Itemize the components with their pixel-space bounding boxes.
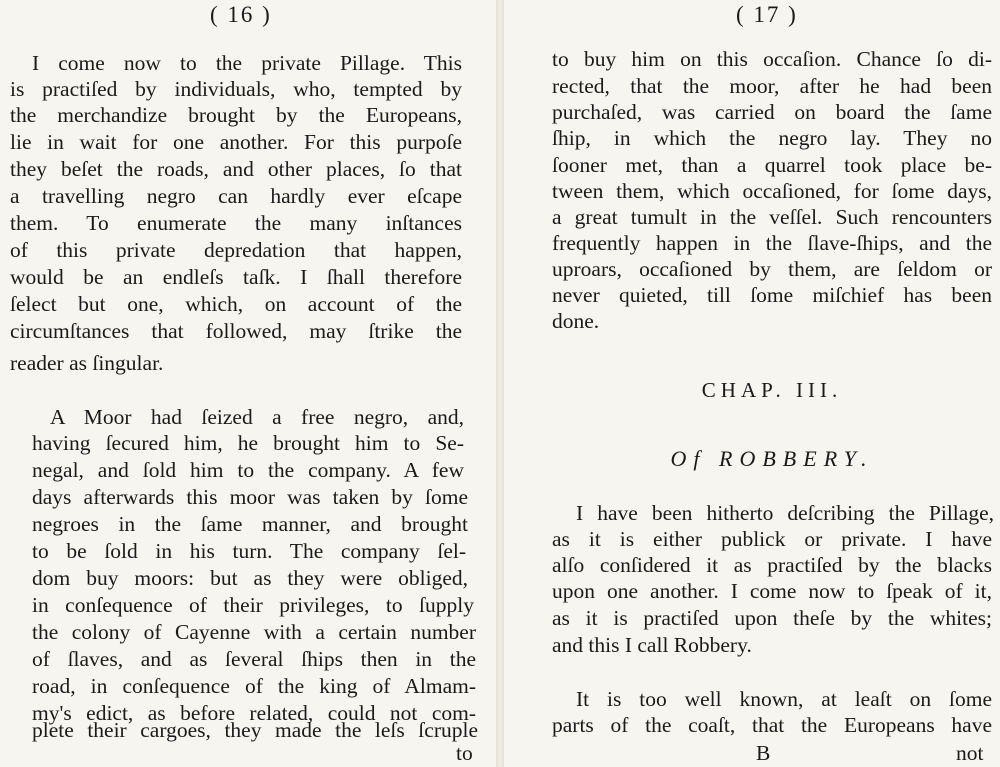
text-line: of ſlaves, and as ſeveral ſhips then in the bbox=[32, 647, 476, 671]
text-line: never quieted, till ſome miſchief has been bbox=[552, 283, 992, 307]
text-line: and this I call Robbery. bbox=[552, 633, 752, 657]
text-line: reader as ſingular. bbox=[10, 351, 164, 375]
text-line: ſooner met, than a quarrel took place be- bbox=[552, 153, 992, 177]
text-line: is practiſed by individuals, who, tempted by bbox=[10, 77, 462, 101]
page-number-left: ( 16 ) bbox=[210, 2, 272, 27]
text-line: as it is either publick or private. I have bbox=[552, 527, 992, 551]
text-line: road, in conſequence of the king of Almam- bbox=[32, 674, 476, 698]
text-line: having ſecured him, he brought him to Se- bbox=[32, 431, 464, 455]
text-line: dom buy moors: but as they were obliged, bbox=[32, 566, 468, 590]
catchword-left: to bbox=[456, 741, 473, 765]
text-line: of this private depredation that happen, bbox=[10, 238, 462, 262]
text-line: done. bbox=[552, 309, 600, 333]
signature-mark: B bbox=[756, 741, 771, 765]
text-line: circumſtances that followed, may ſtrike the bbox=[10, 319, 462, 343]
left-page bbox=[0, 0, 496, 767]
text-line: I come now to the private Pillage. This bbox=[32, 51, 462, 75]
text-line: days afterwards this moor was taken by ſome bbox=[32, 485, 468, 509]
text-line: parts of the coaſt, that the Europeans have bbox=[552, 713, 992, 737]
text-line: purchaſed, was carried on board the ſame bbox=[552, 100, 992, 124]
text-line: my's edict, as before related, could not com- bbox=[32, 701, 476, 725]
text-line: upon one another. I come now to ſpeak of it, bbox=[552, 579, 992, 603]
text-line: ſhip, in which the negro lay. They no bbox=[552, 126, 992, 150]
text-line: It is too well known, at leaſt on ſome bbox=[576, 687, 992, 711]
text-line: a great tumult in the veſſel. Such rencounters bbox=[552, 205, 992, 229]
text-line: frequently happen in the ſlave-ſhips, and the bbox=[552, 231, 992, 255]
text-line: a travelling negro can hardly ever eſcape bbox=[10, 184, 462, 208]
text-line: tween them, which occaſioned, for ſome days, bbox=[552, 179, 992, 203]
text-line: uproars, occaſioned by them, are ſeldom or bbox=[552, 257, 992, 281]
right-page bbox=[504, 0, 1000, 767]
text-line: ſelect but one, which, on account of the bbox=[10, 292, 462, 316]
book-gutter bbox=[496, 0, 504, 767]
catchword-right: not bbox=[956, 741, 984, 765]
text-line: negroes in the ſame manner, and brought bbox=[32, 512, 468, 536]
text-line: to buy him on this occaſion. Chance ſo di- bbox=[552, 47, 992, 71]
text-line: the merchandize brought by the Europeans, bbox=[10, 103, 462, 127]
text-line: in conſequence of their privileges, to ſupply bbox=[32, 593, 474, 617]
text-line: them. To enumerate the many inſtances bbox=[10, 211, 462, 235]
text-line: lie in wait for one another. For this purpoſe bbox=[10, 130, 462, 154]
text-line: plete their cargoes, they made the leſs ſcruple bbox=[32, 718, 478, 742]
text-line: as it is practiſed upon theſe by the whites; bbox=[552, 606, 992, 630]
text-line: A Moor had ſeized a free negro, and, bbox=[50, 405, 464, 429]
text-line: the colony of Cayenne with a certain number bbox=[32, 620, 476, 644]
text-line: alſo conſidered it as practiſed by the blacks bbox=[552, 553, 992, 577]
chapter-heading: CHAP. III. bbox=[701, 378, 843, 402]
text-line: I have been hitherto deſcribing the Pillage, bbox=[576, 501, 994, 525]
text-line: would be an endleſs taſk. I ſhall therefore bbox=[10, 265, 462, 289]
text-line: to be ſold in his turn. The company ſel- bbox=[32, 539, 466, 563]
text-line: they beſet the roads, and other places, ſo that bbox=[10, 157, 462, 181]
page-number-right: ( 17 ) bbox=[736, 2, 798, 27]
chapter-title: Of ROBBERY. bbox=[670, 446, 874, 471]
text-line: rected, that the moor, after he had been bbox=[552, 74, 992, 98]
text-line: negal, and ſold him to the company. A few bbox=[32, 458, 464, 482]
